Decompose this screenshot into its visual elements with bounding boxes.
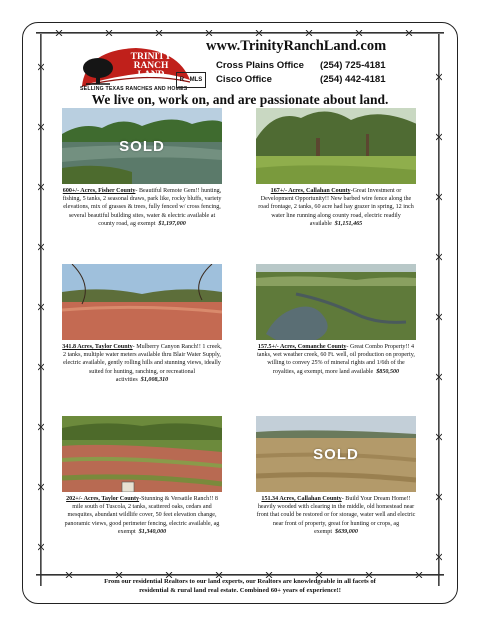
listing-acres[interactable]: 167+/- Acres, Callahan County — [270, 188, 351, 194]
sold-stamp: SOLD — [313, 446, 359, 463]
listing-card[interactable] — [62, 416, 222, 536]
realtor-icon: R — [179, 77, 185, 83]
office-phone[interactable]: (254) 442-4181 — [320, 74, 386, 85]
listing-acres[interactable]: 157.5+/- Acres, Comanche County — [257, 344, 347, 350]
footer-line: residential & rural land real estate. Combined 60+ years of experience!! — [139, 586, 341, 594]
listing-card[interactable] — [62, 108, 222, 228]
listing-card[interactable] — [256, 264, 416, 376]
barbed-wire-left — [38, 34, 44, 586]
listing-description — [256, 187, 416, 228]
logo-tagline: SELLING TEXAS RANCHES AND HOMES — [80, 86, 188, 92]
listing-acres[interactable]: 151.34 Acres, Callahan County — [261, 496, 342, 502]
logo-word-ranch: RANCH — [133, 61, 169, 71]
listing-price: $1,340,000 — [138, 528, 167, 535]
listing-photo — [62, 416, 222, 492]
logo-word-trinity: TRINITY — [130, 52, 172, 62]
barbed-wire-right — [436, 34, 442, 586]
listing-body: -Stunning & Versatile Ranch!! 8 mile south of Tuscola, 2 tanks, scattered oaks, cedars and mesquites, abundant wildlife cover, 50 feet elevation change, panoramic views, good perimeter fencing, electric available, ag exempt — [64, 496, 220, 535]
office-phone[interactable]: (254) 725-4181 — [320, 60, 386, 71]
listing-description — [62, 343, 222, 384]
listing-price: $639,000 — [335, 528, 358, 535]
listing-body: - Mulberry Canyon Ranch!! 1 creek, 2 tanks, multiple water meters available thru Blair Water Supply, electric available, gently rolling hills and stunning views, ideally suited for hunting, ranching, or recreational activities — [63, 344, 222, 383]
listing-description — [256, 343, 416, 376]
sold-stamp: SOLD — [119, 138, 165, 155]
listing-body: - Great Combo Property!! 4 tanks, wet weather creek, 60 Ft. well, oil production on property, willing to convey 25% of mineral rights and 1/6th of the royalties, ag exempt, more land available — [257, 344, 415, 375]
listing-description — [62, 187, 222, 228]
listing-acres[interactable]: 600+/- Acres, Fisher County — [62, 188, 136, 194]
barbed-wire-top — [36, 30, 444, 36]
office-name: Cross Plains Office — [216, 60, 304, 71]
listing-body: - Beautiful Remote Gem!! hunting, fishing, 5 tanks, 2 seasonal draws, park like, rocky bluffs, variety elevations, mix of grasses & trees, fully fenced w/ cross fencing, several beautiful building sites, water & electric available at county road, ag exempt — [62, 188, 222, 227]
headline: We live on, work on, and are passionate about land. — [91, 92, 389, 107]
listing-acres[interactable]: 341.8 Acres, Taylor County — [62, 344, 133, 350]
logo-word-land: LAND — [137, 70, 165, 80]
realtor-mls-badge — [176, 72, 206, 88]
listing-body: - Build Your Dream Home!! heavily wooded with clearing in the middle, old homestead near front that could be restored or for storage, water well and electric near front of property, great for hunting or crops, ag exempt — [256, 496, 416, 535]
listing-card[interactable] — [62, 264, 222, 384]
listing-photo — [62, 264, 222, 340]
listing-acres[interactable]: 202+/- Acres, Taylor County — [66, 496, 140, 502]
listing-card[interactable] — [256, 416, 416, 536]
listing-photo — [256, 264, 416, 340]
office-name: Cisco Office — [216, 74, 272, 85]
listing-card[interactable] — [256, 108, 416, 228]
listing-price: $850,500 — [376, 368, 400, 375]
listing-photo — [256, 108, 416, 184]
mls-icon: MLS — [189, 77, 203, 83]
listing-price: $1,151,465 — [334, 220, 363, 227]
website-url[interactable]: www.TrinityRanchLand.com — [206, 38, 387, 54]
listing-description — [62, 495, 222, 536]
listing-body: -Great Investment or Development Opportunity!! New barbed wire fence along the road frontage, 2 tanks, 60 acre had hay grazer in spring, 12 inch water line running along county road, electric readily available — [258, 188, 414, 227]
footer-note — [60, 578, 420, 596]
listing-price: $1,008,310 — [140, 376, 169, 383]
footer-line: From our residential Realtors to our land experts, our Realtors are knowledgeable in all facets of — [104, 578, 376, 585]
listing-price: $1,197,000 — [158, 220, 186, 227]
listing-description — [256, 495, 416, 536]
